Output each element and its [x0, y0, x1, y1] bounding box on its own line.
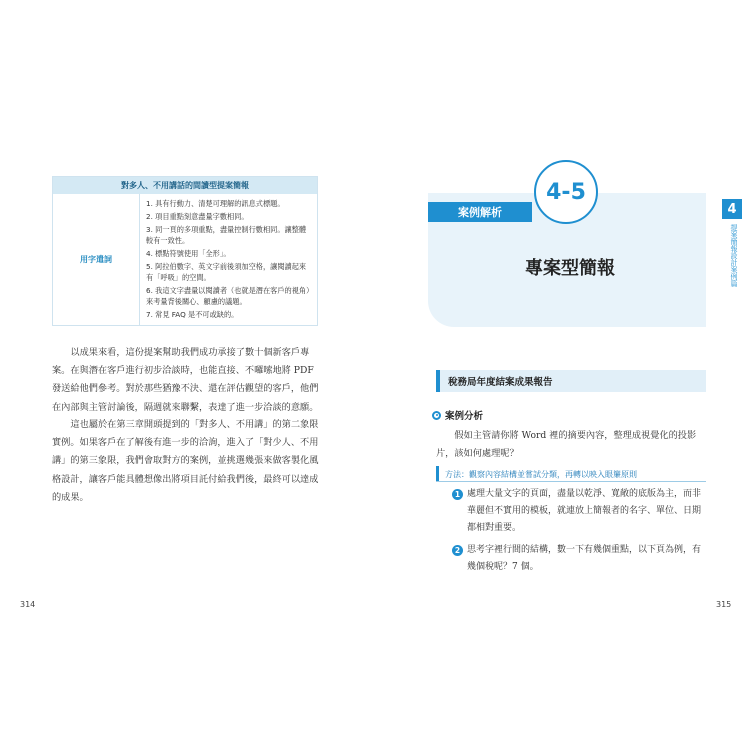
body-paragraph: 這也屬於在第三章開頭提到的「對多人、不用講」的第二象限實例。如果客戶在了解後有進一步的洽詢，進入了「對少人、不用講」的第三象限，我們會取對方的案例，並挑選幾張來做客製化風格設計，讓客戶能具體想像出將項目託付給我們後，最終可以達成的成果。 — [52, 419, 319, 503]
step-item — [452, 542, 706, 576]
step-number: 1 — [452, 489, 463, 500]
table-item: 7. 常見 FAQ 是不可或缺的。 — [146, 310, 239, 319]
intro-paragraph: 假如主管請你將 Word 裡的摘要內容，整理成視覺化的投影片，該如何處理呢？ — [436, 430, 697, 460]
section-title: 稅務局年度結案成果報告 — [436, 370, 706, 392]
analysis-heading-label: 案例分析 — [445, 411, 484, 422]
side-tab-number: 4 — [722, 199, 742, 219]
table-item: 5. 阿拉伯數字、英文字前後須加空格，讓閱讀起來有「呼吸」的空間。 — [146, 262, 307, 282]
body-paragraph: 以成果來看，這份提案幫助我們成功承接了數十個新客戶專案。在與潛在客戶進行初步洽談時，也能直接、不囉嗦地將 PDF 發送給他們參考。對於那些猶豫不決、還在評估觀望的客戶，他們在內部與主管討論後，隔週就來聯繫，表達了進一步洽談的意願。 — [52, 347, 319, 413]
side-tab-text: 提案簡報設計案例篇 — [730, 224, 738, 287]
step-text: 思考字裡行間的結構，數一下有幾個重點，以下頁為例，有幾個稅呢？7 個。 — [467, 545, 702, 572]
target-icon — [432, 411, 441, 420]
page-number-left: 314 — [20, 600, 36, 609]
table-item: 3. 同一頁的多項重點，盡量控制行數相同。讓整體較有一致性。 — [146, 225, 307, 245]
table-item: 2. 項目重點刻意盡量字數相同。 — [146, 212, 249, 221]
section-title-accent — [436, 370, 440, 392]
tips-table — [52, 176, 318, 326]
method-line: 方法：觀察內容結構並嘗試分類，再轉以映入眼簾原則 — [436, 466, 706, 482]
step-item — [452, 486, 706, 537]
table-item: 1. 具有行動力、清楚可理解的訊息式標題。 — [146, 199, 285, 208]
chapter-code-circle: 4-5 — [534, 160, 598, 224]
case-tag: 案例解析 — [428, 202, 532, 222]
step-number: 2 — [452, 545, 463, 556]
page-number-right: 315 — [716, 600, 732, 609]
table-header: 對多人、不用講話的間讀型提案簡報 — [53, 177, 317, 194]
step-text: 處理大量文字的頁面，盡量以乾淨、寬敞的底版為主，而非華麗但不實用的模板，就連放上簡報者的名字、單位、日期都相對重要。 — [467, 489, 702, 533]
table-item: 4. 標點符號使用「全形」。 — [146, 249, 231, 258]
table-item: 6. 我這文字盡量以閱讀者（也就是潛在客戶的視角）來考量背後關心、顧慮的議題。 — [146, 286, 310, 306]
method-underline — [436, 481, 706, 482]
chapter-title: 專案型簡報 — [525, 258, 615, 279]
analysis-heading — [432, 408, 483, 422]
table-item-list — [140, 194, 317, 325]
table-row-label: 用字遣詞 — [53, 194, 140, 325]
